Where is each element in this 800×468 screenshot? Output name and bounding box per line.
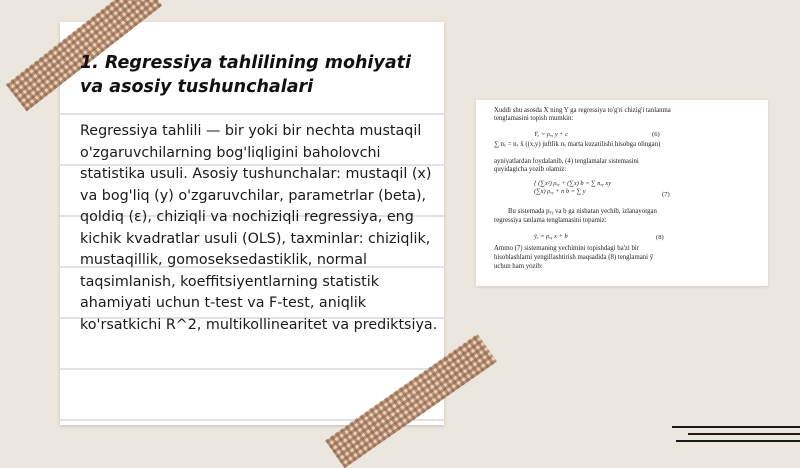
- doc-line: ∑ nₓ = nₓ x̄ ((x,y) juftlik nₓ marta kuzatilishi hisobga olingan): [494, 141, 661, 148]
- doc-equation: ȳₓ = ρₓᵧ x + b: [534, 233, 568, 240]
- doc-line: quyidagicha yozib olamiz:: [494, 166, 567, 173]
- doc-line: Bu sistemada pₓᵧ va b ga nisbatan yechib, izlanayotgan: [508, 208, 657, 215]
- slide-title: 1. Regressiya tahlilining mohiyati va asosiy tushunchalari: [80, 53, 412, 97]
- doc-equation: { (∑x²) ρₓᵧ + (∑x) b = ∑ nₓᵧ xy: [534, 180, 612, 187]
- doc-line: uchun ham yozib:: [494, 263, 543, 270]
- decorative-line: [688, 433, 800, 435]
- slide-body-text: Regressiya tahlili — bir yoki bir nechta mustaqil o'zgaruvchilarning bog'liqligini baholovchi statistika usuli. Asosiy tushunchalar: mustaqil (x) va bog'liq (y) o'zgaruvchilar, parametrlar (beta), qoldiq (ε), chiziqli va nochiziqli regressiya, eng kichik kvadratlar usuli (OLS), taxminlar: chiziqlik, mustaqillik, gomoseksedastiklik, normal taqsimlanish, koeffitsiyentlarning statistik ahamiyati uchun t-test va F-test, aniqlik ko'rsatkichi R^2, multikollinearitet va prediktsiya.: [80, 123, 438, 333]
- doc-equation-number: (8): [656, 234, 664, 241]
- doc-line: tenglamasini topish mumkin:: [494, 115, 574, 122]
- document-image: [476, 100, 768, 286]
- decorative-line: [676, 440, 800, 442]
- doc-line: ayniyatlardan foydalanib, (4) tenglamalar sistemasini: [494, 158, 639, 165]
- doc-equation-number: (7): [662, 191, 670, 198]
- doc-line: Ammo (7) sistemaning yechimini topishdagi ba'zi bir: [494, 245, 640, 252]
- doc-line: hisoblashlarni yengillashtirish maqsadida (8) tenglamani ȳ: [494, 254, 654, 261]
- decorative-line: [672, 426, 800, 428]
- doc-line: Xuddi shu asosda X ning Y ga regressiya to'g'ri chizig'i tanlanma: [494, 107, 671, 114]
- doc-equation: (∑x) ρₓᵧ + n b = ∑ y: [534, 188, 586, 195]
- doc-equation-number: (6): [652, 131, 660, 138]
- doc-equation: Ȳₓ = ρₓᵧ y + c: [534, 131, 569, 138]
- doc-line: regressiya tanlama tenglamasini topamiz:: [494, 217, 607, 224]
